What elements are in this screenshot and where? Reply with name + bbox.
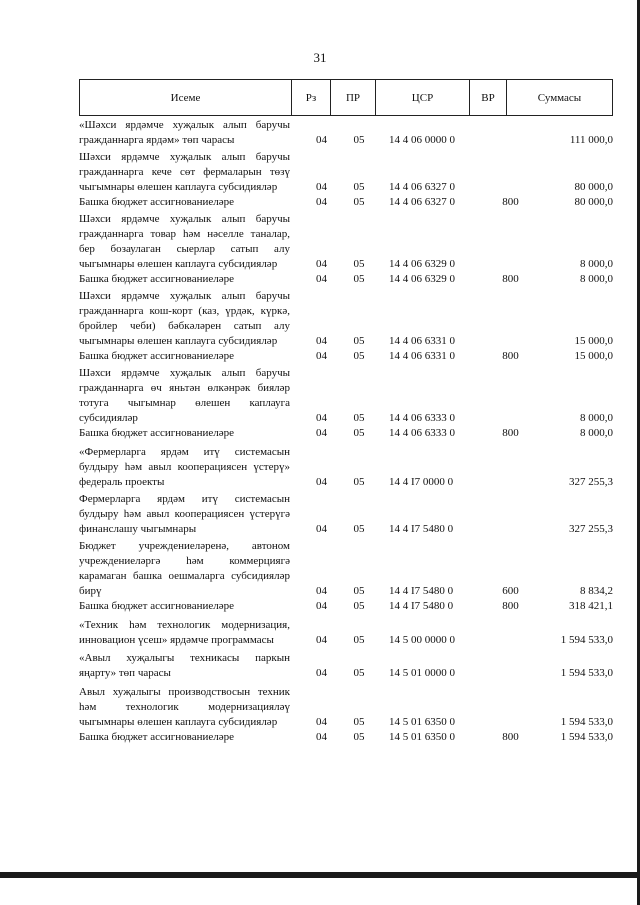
cell-name: Бюджет учреждениеләренә, автоном учреждениеләргә һәм коммерциягә карамаган башка оешмаларга субсидияләр бирү: [79, 540, 290, 597]
cell-csr: 14 4 06 6333 0: [389, 427, 455, 439]
cell-rz: 04: [316, 335, 327, 347]
table-row: [79, 349, 613, 364]
cell-vr: 800: [502, 196, 519, 208]
table-row: [79, 118, 613, 148]
page-number: 31: [313, 50, 327, 65]
table-row: [79, 195, 613, 210]
cell-csr: 14 4 06 6329 0: [389, 273, 455, 285]
cell-vr: 800: [502, 600, 519, 612]
cell-csr: 14 4 I7 5480 0: [389, 600, 454, 612]
cell-rz: 04: [316, 600, 327, 612]
cell-pr: 05: [353, 585, 365, 597]
cell-vr: 800: [502, 731, 519, 743]
table-row: [79, 685, 613, 730]
cell-name: Авыл хуҗалыгы производствосын техник һәм технологик модернизацияләү чыгымнары өлешен каплауга субсидияләр: [79, 686, 290, 728]
cell-pr: 05: [353, 350, 365, 362]
cell-rz: 04: [316, 412, 327, 424]
table-row: [79, 150, 613, 195]
table-row: [79, 289, 613, 349]
cell-name: Башка бюджет ассигнованиеләре: [79, 196, 234, 208]
cell-rz: 04: [316, 196, 327, 208]
header-csr: ЦСР: [376, 80, 470, 116]
cell-vr: 800: [502, 273, 519, 285]
cell-name: Башка бюджет ассигнованиеләре: [79, 731, 234, 743]
table-row: [79, 618, 613, 648]
header-pr: ПР: [331, 80, 376, 116]
cell-sum: 8 000,0: [580, 258, 613, 270]
cell-rz: 04: [316, 731, 327, 743]
cell-csr: 14 4 I7 5480 0: [389, 585, 454, 597]
cell-sum: 8 000,0: [580, 412, 613, 424]
cell-pr: 05: [353, 667, 365, 679]
cell-sum: 15 000,0: [574, 335, 613, 347]
cell-name: Башка бюджет ассигнованиеләре: [79, 427, 234, 439]
table-body: [79, 118, 613, 745]
cell-name: «Фермерларга ярдәм итү системасын булдыру һәм авыл кооперациясен үстерү» федераль проекты: [79, 446, 290, 488]
header-sum: Суммасы: [507, 80, 613, 116]
cell-sum: 80 000,0: [574, 196, 613, 208]
cell-name: «Техник һәм технологик модернизация, инновацион үсеш» ярдәмче программасы: [79, 619, 290, 646]
cell-csr: 14 4 I7 5480 0: [389, 523, 454, 535]
cell-name: Башка бюджет ассигнованиеләре: [79, 350, 234, 362]
cell-csr: 14 5 00 0000 0: [389, 634, 455, 646]
cell-csr: 14 4 06 6327 0: [389, 196, 455, 208]
cell-name: «Шәхси ярдәмче хуҗалык алып баручы гражданнарга ярдәм» төп чарасы: [79, 119, 290, 146]
cell-vr: 600: [502, 585, 519, 597]
cell-csr: 14 5 01 0000 0: [389, 667, 455, 679]
cell-sum: 15 000,0: [574, 350, 613, 362]
cell-sum: 327 255,3: [569, 523, 613, 535]
table-row: [79, 599, 613, 614]
cell-pr: 05: [353, 335, 365, 347]
cell-pr: 05: [353, 523, 365, 535]
cell-pr: 05: [353, 600, 365, 612]
cell-sum: 8 000,0: [580, 427, 613, 439]
table-row: [79, 366, 613, 426]
cell-pr: 05: [353, 731, 365, 743]
cell-sum: 8 834,2: [580, 585, 613, 597]
header-vr: ВР: [470, 80, 507, 116]
table-row: [79, 651, 613, 681]
cell-rz: 04: [316, 350, 327, 362]
cell-csr: 14 5 01 6350 0: [389, 731, 455, 743]
table-header: [79, 79, 613, 116]
cell-name: Шәхси ярдәмче хуҗалык алып баручы гражданнарга кече сөт фермаларын төзү чыгымнары өлешен каплауга субсидияләр: [79, 151, 290, 193]
cell-rz: 04: [316, 476, 327, 488]
cell-name: «Авыл хуҗалыгы техникасы паркын яңарту» төп чарасы: [79, 652, 290, 679]
cell-pr: 05: [353, 134, 365, 146]
cell-pr: 05: [353, 427, 365, 439]
cell-name: Башка бюджет ассигнованиеләре: [79, 273, 234, 285]
cell-csr: 14 4 06 0000 0: [389, 134, 455, 146]
cell-pr: 05: [353, 196, 365, 208]
cell-sum: 327 255,3: [569, 476, 613, 488]
cell-pr: 05: [353, 258, 365, 270]
table-row: [79, 730, 613, 745]
cell-name: Башка бюджет ассигнованиеләре: [79, 600, 234, 612]
table-row: [79, 272, 613, 287]
table-row: [79, 492, 613, 537]
header-name: Исеме: [80, 80, 292, 116]
cell-rz: 04: [316, 273, 327, 285]
cell-pr: 05: [353, 412, 365, 424]
cell-rz: 04: [316, 634, 327, 646]
cell-rz: 04: [316, 258, 327, 270]
table-row: [79, 539, 613, 599]
cell-pr: 05: [353, 476, 365, 488]
cell-name: Шәхси ярдәмче хуҗалык алып баручы гражданнарга өч яньтән өлкәнрәк бияләр тотуга чыгымнар өлешен каплауга субсидияләр: [79, 367, 290, 424]
cell-name: Шәхси ярдәмче хуҗалык алып баручы гражданнарга товар һәм нәселле таналар, бер бозаулаган сыерлар сатып алу чыгымнары өлешен каплауга субсидияләр: [79, 213, 290, 270]
table-row: [79, 426, 613, 441]
cell-sum: 1 594 533,0: [560, 667, 613, 679]
cell-csr: 14 5 01 6350 0: [389, 716, 455, 728]
cell-rz: 04: [316, 134, 327, 146]
cell-csr: 14 4 I7 0000 0: [389, 476, 454, 488]
cell-rz: 04: [316, 667, 327, 679]
cell-csr: 14 4 06 6329 0: [389, 258, 455, 270]
cell-sum: 1 594 533,0: [560, 716, 613, 728]
bottom-border: [0, 872, 640, 878]
cell-pr: 05: [353, 716, 365, 728]
cell-sum: 1 594 533,0: [560, 731, 613, 743]
table-row: [79, 445, 613, 490]
cell-pr: 05: [353, 634, 365, 646]
cell-sum: 1 594 533,0: [560, 634, 613, 646]
cell-rz: 04: [316, 181, 327, 193]
cell-rz: 04: [316, 585, 327, 597]
cell-rz: 04: [316, 716, 327, 728]
cell-csr: 14 4 06 6327 0: [389, 181, 455, 193]
table-row: [79, 212, 613, 272]
cell-sum: 111 000,0: [569, 134, 613, 146]
cell-pr: 05: [353, 273, 365, 285]
cell-sum: 318 421,1: [569, 600, 613, 612]
cell-pr: 05: [353, 181, 365, 193]
cell-csr: 14 4 06 6333 0: [389, 412, 455, 424]
cell-rz: 04: [316, 523, 327, 535]
cell-rz: 04: [316, 427, 327, 439]
cell-name: Фермерларга ярдәм итү системасын булдыру һәм авыл кооперациясен үстерүгә финанслашу чыгымнары: [79, 493, 290, 535]
cell-vr: 800: [502, 350, 519, 362]
header-rz: Рз: [292, 80, 331, 116]
cell-csr: 14 4 06 6331 0: [389, 335, 455, 347]
cell-vr: 800: [502, 427, 519, 439]
cell-sum: 80 000,0: [574, 181, 613, 193]
cell-csr: 14 4 06 6331 0: [389, 350, 455, 362]
cell-name: Шәхси ярдәмче хуҗалык алып баручы гражданнарга кош-корт (каз, үрдәк, күркә, бройлер чеби) бәбкәләрен сатып алу чыгымнары өлешен каплауга субсидияләр: [79, 290, 290, 347]
cell-sum: 8 000,0: [580, 273, 613, 285]
